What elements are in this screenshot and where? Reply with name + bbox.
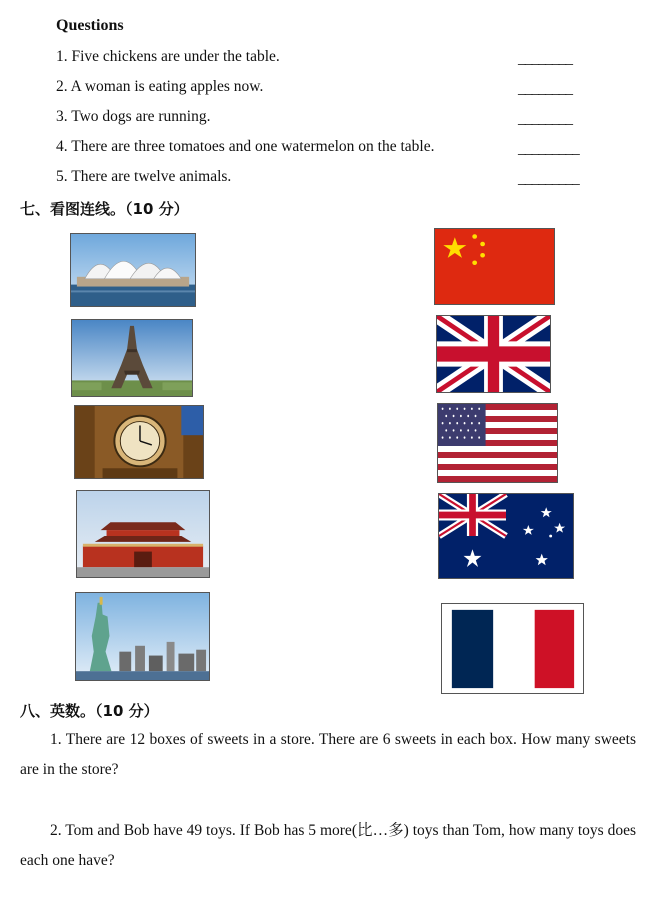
eiffel-tower-icon[interactable] xyxy=(71,319,193,397)
question-line: 1. Five chickens are under the table. xyxy=(56,48,280,65)
france-flag-icon[interactable] xyxy=(441,603,584,694)
section-7-title: 七、看图连线。（10 分） xyxy=(20,200,189,218)
answer-blank[interactable]: ________ xyxy=(518,50,572,67)
question-line: 5. There are twelve animals. xyxy=(56,168,232,185)
china-flag-icon[interactable] xyxy=(434,228,555,305)
big-ben-icon[interactable] xyxy=(74,405,204,479)
questions-title: Questions xyxy=(56,17,124,34)
australia-flag-icon[interactable] xyxy=(438,493,574,579)
question-line: 2. A woman is eating apples now. xyxy=(56,78,264,95)
question-line: 4. There are three tomatoes and one watermelon on the table. xyxy=(56,138,435,155)
answer-blank[interactable]: ________ xyxy=(518,80,572,97)
word-problem-1 xyxy=(20,725,636,785)
answer-blank[interactable]: ________ xyxy=(518,110,572,127)
question-line: 3. Two dogs are running. xyxy=(56,108,211,125)
usa-flag-icon[interactable] xyxy=(437,403,558,483)
opera-house-icon[interactable] xyxy=(70,233,196,307)
answer-blank[interactable]: _________ xyxy=(518,170,579,187)
word-problem-2 xyxy=(20,816,636,876)
word-problem-text: 1. There are 12 boxes of sweets in a store. There are 6 sweets in each box. How many sweets are in the store? xyxy=(20,731,636,778)
section-8-title: 八、英数。（10 分） xyxy=(20,702,159,720)
answer-blank[interactable]: _________ xyxy=(518,140,579,157)
statue-of-liberty-icon[interactable] xyxy=(75,592,210,681)
word-problem-text: 2. Tom and Bob have 49 toys. If Bob has 5 more(比…多) toys than Tom, how many toys does each one have? xyxy=(20,822,636,869)
uk-flag-icon[interactable] xyxy=(436,315,551,393)
tiananmen-icon[interactable] xyxy=(76,490,210,578)
